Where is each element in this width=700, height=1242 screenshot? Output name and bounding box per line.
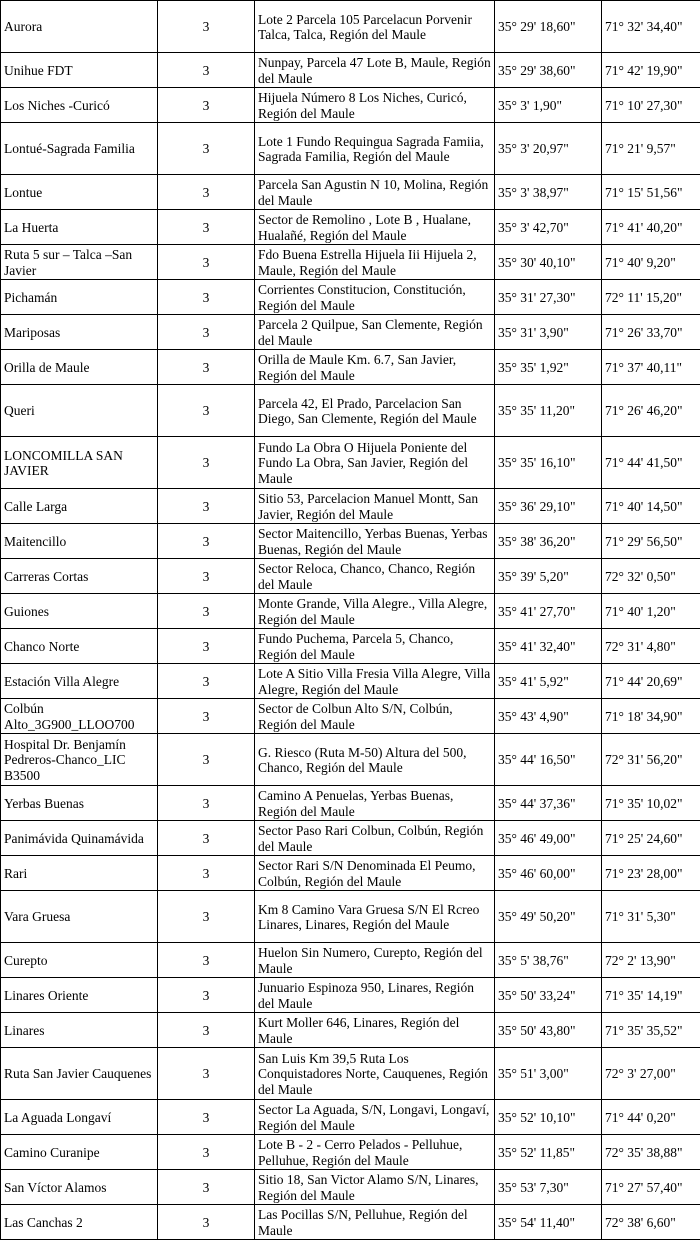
- address-cell: Sector Rari S/N Denominada El Peumo, Colbún, Región del Maule: [255, 856, 495, 891]
- address-cell: Sector de Colbun Alto S/N, Colbún, Región del Maule: [255, 699, 495, 734]
- count-cell: 3: [158, 437, 255, 489]
- site-name-cell: Ruta 5 sur – Talca –San Javier: [1, 245, 158, 280]
- latitude-cell: 35° 5' 38,76": [495, 943, 602, 978]
- address-cell: Fundo La Obra O Hijuela Poniente del Fundo La Obra, San Javier, Región del Maule: [255, 437, 495, 489]
- latitude-cell: 35° 54' 11,40": [495, 1205, 602, 1240]
- site-name-cell: San Víctor Alamos: [1, 1170, 158, 1205]
- longitude-cell: 71° 21' 9,57": [602, 123, 700, 175]
- site-name-cell: Los Niches -Curicó: [1, 88, 158, 123]
- count-cell: 3: [158, 786, 255, 821]
- table-row: [1, 175, 700, 210]
- longitude-cell: 71° 35' 10,02": [602, 786, 700, 821]
- longitude-cell: 71° 26' 46,20": [602, 385, 700, 437]
- site-name-cell: Vara Gruesa: [1, 891, 158, 943]
- latitude-cell: 35° 3' 38,97": [495, 175, 602, 210]
- site-name-cell: Lontue: [1, 175, 158, 210]
- count-cell: 3: [158, 891, 255, 943]
- longitude-cell: 72° 11' 15,20": [602, 280, 700, 315]
- table-row: [1, 734, 700, 786]
- address-cell: Hijuela Número 8 Los Niches, Curicó, Región del Maule: [255, 88, 495, 123]
- longitude-cell: 71° 44' 20,69": [602, 664, 700, 699]
- address-cell: Sector de Remolino , Lote B , Hualane, Hualañé, Región del Maule: [255, 210, 495, 245]
- site-name-cell: Rari: [1, 856, 158, 891]
- latitude-cell: 35° 29' 38,60": [495, 53, 602, 88]
- latitude-cell: 35° 39' 5,20": [495, 559, 602, 594]
- longitude-cell: 71° 44' 0,20": [602, 1100, 700, 1135]
- count-cell: 3: [158, 1205, 255, 1240]
- address-cell: Sector Reloca, Chanco, Chanco, Región del Maule: [255, 559, 495, 594]
- address-cell: San Luis Km 39,5 Ruta Los Conquistadores Norte, Cauquenes, Región del Maule: [255, 1048, 495, 1100]
- table-row: [1, 123, 700, 175]
- table-row: [1, 1100, 700, 1135]
- latitude-cell: 35° 53' 7,30": [495, 1170, 602, 1205]
- count-cell: 3: [158, 821, 255, 856]
- address-cell: Corrientes Constitucion, Constitución, Región del Maule: [255, 280, 495, 315]
- site-name-cell: Queri: [1, 385, 158, 437]
- table-row: [1, 943, 700, 978]
- table-row: [1, 385, 700, 437]
- table-row: [1, 1013, 700, 1048]
- site-name-cell: Orilla de Maule: [1, 350, 158, 385]
- sites-table-body: [1, 1, 700, 1240]
- longitude-cell: 71° 26' 33,70": [602, 315, 700, 350]
- latitude-cell: 35° 50' 33,24": [495, 978, 602, 1013]
- table-row: [1, 210, 700, 245]
- address-cell: Fdo Buena Estrella Hijuela Iii Hijuela 2, Maule, Región del Maule: [255, 245, 495, 280]
- latitude-cell: 35° 44' 16,50": [495, 734, 602, 786]
- address-cell: Junuario Espinoza 950, Linares, Región del Maule: [255, 978, 495, 1013]
- site-name-cell: Maitencillo: [1, 524, 158, 559]
- table-row: [1, 699, 700, 734]
- count-cell: 3: [158, 385, 255, 437]
- count-cell: 3: [158, 1048, 255, 1100]
- site-name-cell: Camino Curanipe: [1, 1135, 158, 1170]
- address-cell: Parcela San Agustin N 10, Molina, Región del Maule: [255, 175, 495, 210]
- address-cell: Monte Grande, Villa Alegre., Villa Alegre, Región del Maule: [255, 594, 495, 629]
- longitude-cell: 72° 35' 38,88": [602, 1135, 700, 1170]
- site-name-cell: Carreras Cortas: [1, 559, 158, 594]
- latitude-cell: 35° 46' 49,00": [495, 821, 602, 856]
- count-cell: 3: [158, 1170, 255, 1205]
- table-row: [1, 1048, 700, 1100]
- count-cell: 3: [158, 664, 255, 699]
- count-cell: 3: [158, 489, 255, 524]
- latitude-cell: 35° 41' 5,92": [495, 664, 602, 699]
- address-cell: Nunpay, Parcela 47 Lote B, Maule, Región del Maule: [255, 53, 495, 88]
- count-cell: 3: [158, 88, 255, 123]
- count-cell: 3: [158, 123, 255, 175]
- latitude-cell: 35° 31' 27,30": [495, 280, 602, 315]
- table-row: [1, 437, 700, 489]
- address-cell: Huelon Sin Numero, Curepto, Región del Maule: [255, 943, 495, 978]
- count-cell: 3: [158, 594, 255, 629]
- address-cell: Sector Maitencillo, Yerbas Buenas, Yerbas Buenas, Región del Maule: [255, 524, 495, 559]
- longitude-cell: 71° 40' 14,50": [602, 489, 700, 524]
- latitude-cell: 35° 30' 40,10": [495, 245, 602, 280]
- table-row: [1, 821, 700, 856]
- longitude-cell: 72° 38' 6,60": [602, 1205, 700, 1240]
- site-name-cell: Linares Oriente: [1, 978, 158, 1013]
- address-cell: Sector Paso Rari Colbun, Colbún, Región del Maule: [255, 821, 495, 856]
- latitude-cell: 35° 46' 60,00": [495, 856, 602, 891]
- address-cell: Parcela 42, El Prado, Parcelacion San Diego, San Clemente, Región del Maule: [255, 385, 495, 437]
- site-name-cell: LONCOMILLA SAN JAVIER: [1, 437, 158, 489]
- count-cell: 3: [158, 210, 255, 245]
- longitude-cell: 71° 23' 28,00": [602, 856, 700, 891]
- count-cell: 3: [158, 734, 255, 786]
- site-name-cell: Guiones: [1, 594, 158, 629]
- longitude-cell: 72° 2' 13,90": [602, 943, 700, 978]
- latitude-cell: 35° 29' 18,60": [495, 1, 602, 53]
- table-row: [1, 664, 700, 699]
- latitude-cell: 35° 41' 32,40": [495, 629, 602, 664]
- longitude-cell: 71° 25' 24,60": [602, 821, 700, 856]
- site-name-cell: Pichamán: [1, 280, 158, 315]
- longitude-cell: 71° 40' 9,20": [602, 245, 700, 280]
- table-row: [1, 350, 700, 385]
- longitude-cell: 71° 40' 1,20": [602, 594, 700, 629]
- count-cell: 3: [158, 699, 255, 734]
- count-cell: 3: [158, 629, 255, 664]
- table-row: [1, 1170, 700, 1205]
- longitude-cell: 72° 31' 4,80": [602, 629, 700, 664]
- site-name-cell: La Aguada Longaví: [1, 1100, 158, 1135]
- address-cell: Lote 1 Fundo Requingua Sagrada Famiia, Sagrada Familia, Región del Maule: [255, 123, 495, 175]
- count-cell: 3: [158, 559, 255, 594]
- table-row: [1, 53, 700, 88]
- count-cell: 3: [158, 1, 255, 53]
- longitude-cell: 71° 31' 5,30": [602, 891, 700, 943]
- latitude-cell: 35° 43' 4,90": [495, 699, 602, 734]
- table-row: [1, 524, 700, 559]
- latitude-cell: 35° 52' 11,85": [495, 1135, 602, 1170]
- table-row: [1, 245, 700, 280]
- latitude-cell: 35° 3' 42,70": [495, 210, 602, 245]
- latitude-cell: 35° 35' 16,10": [495, 437, 602, 489]
- table-row: [1, 594, 700, 629]
- table-row: [1, 978, 700, 1013]
- latitude-cell: 35° 35' 11,20": [495, 385, 602, 437]
- table-row: [1, 280, 700, 315]
- longitude-cell: 71° 10' 27,30": [602, 88, 700, 123]
- address-cell: Camino A Penuelas, Yerbas Buenas, Región del Maule: [255, 786, 495, 821]
- address-cell: Las Pocillas S/N, Pelluhue, Región del Maule: [255, 1205, 495, 1240]
- table-row: [1, 559, 700, 594]
- site-name-cell: Yerbas Buenas: [1, 786, 158, 821]
- longitude-cell: 71° 42' 19,90": [602, 53, 700, 88]
- address-cell: Kurt Moller 646, Linares, Región del Maule: [255, 1013, 495, 1048]
- latitude-cell: 35° 36' 29,10": [495, 489, 602, 524]
- latitude-cell: 35° 31' 3,90": [495, 315, 602, 350]
- longitude-cell: 72° 32' 0,50": [602, 559, 700, 594]
- latitude-cell: 35° 49' 50,20": [495, 891, 602, 943]
- latitude-cell: 35° 51' 3,00": [495, 1048, 602, 1100]
- latitude-cell: 35° 35' 1,92": [495, 350, 602, 385]
- longitude-cell: 72° 31' 56,20": [602, 734, 700, 786]
- count-cell: 3: [158, 280, 255, 315]
- count-cell: 3: [158, 53, 255, 88]
- count-cell: 3: [158, 1013, 255, 1048]
- table-row: [1, 489, 700, 524]
- table-row: [1, 891, 700, 943]
- address-cell: Parcela 2 Quilpue, San Clemente, Región del Maule: [255, 315, 495, 350]
- address-cell: Lote A Sitio Villa Fresia Villa Alegre, Villa Alegre, Región del Maule: [255, 664, 495, 699]
- latitude-cell: 35° 41' 27,70": [495, 594, 602, 629]
- table-row: [1, 786, 700, 821]
- count-cell: 3: [158, 1135, 255, 1170]
- longitude-cell: 71° 27' 57,40": [602, 1170, 700, 1205]
- site-name-cell: Curepto: [1, 943, 158, 978]
- address-cell: Km 8 Camino Vara Gruesa S/N El Rcreo Linares, Linares, Región del Maule: [255, 891, 495, 943]
- longitude-cell: 71° 32' 34,40": [602, 1, 700, 53]
- site-name-cell: Ruta San Javier Cauquenes: [1, 1048, 158, 1100]
- latitude-cell: 35° 52' 10,10": [495, 1100, 602, 1135]
- address-cell: Sector La Aguada, S/N, Longavi, Longaví, Región del Maule: [255, 1100, 495, 1135]
- count-cell: 3: [158, 245, 255, 280]
- longitude-cell: 71° 41' 40,20": [602, 210, 700, 245]
- site-name-cell: Panimávida Quinamávida: [1, 821, 158, 856]
- site-name-cell: Unihue FDT: [1, 53, 158, 88]
- latitude-cell: 35° 38' 36,20": [495, 524, 602, 559]
- table-row: [1, 1, 700, 53]
- latitude-cell: 35° 44' 37,36": [495, 786, 602, 821]
- count-cell: 3: [158, 350, 255, 385]
- address-cell: Lote 2 Parcela 105 Parcelacun Porvenir Talca, Talca, Región del Maule: [255, 1, 495, 53]
- count-cell: 3: [158, 175, 255, 210]
- longitude-cell: 72° 3' 27,00": [602, 1048, 700, 1100]
- table-row: [1, 88, 700, 123]
- count-cell: 3: [158, 856, 255, 891]
- longitude-cell: 71° 35' 14,19": [602, 978, 700, 1013]
- count-cell: 3: [158, 315, 255, 350]
- site-name-cell: Hospital Dr. Benjamín Pedreros-Chanco_LIC B3500: [1, 734, 158, 786]
- table-row: [1, 856, 700, 891]
- site-name-cell: Estación Villa Alegre: [1, 664, 158, 699]
- count-cell: 3: [158, 943, 255, 978]
- address-cell: Sitio 18, San Victor Alamo S/N, Linares, Región del Maule: [255, 1170, 495, 1205]
- site-name-cell: La Huerta: [1, 210, 158, 245]
- table-row: [1, 1205, 700, 1240]
- address-cell: Sitio 53, Parcelacion Manuel Montt, San Javier, Región del Maule: [255, 489, 495, 524]
- latitude-cell: 35° 3' 20,97": [495, 123, 602, 175]
- table-row: [1, 315, 700, 350]
- count-cell: 3: [158, 524, 255, 559]
- address-cell: Fundo Puchema, Parcela 5, Chanco, Región del Maule: [255, 629, 495, 664]
- longitude-cell: 71° 18' 34,90": [602, 699, 700, 734]
- address-cell: Orilla de Maule Km. 6.7, San Javier, Región del Maule: [255, 350, 495, 385]
- longitude-cell: 71° 35' 35,52": [602, 1013, 700, 1048]
- site-name-cell: Las Canchas 2: [1, 1205, 158, 1240]
- longitude-cell: 71° 37' 40,11": [602, 350, 700, 385]
- site-name-cell: Calle Larga: [1, 489, 158, 524]
- table-row: [1, 629, 700, 664]
- table-row: [1, 1135, 700, 1170]
- site-name-cell: Lontué-Sagrada Familia: [1, 123, 158, 175]
- latitude-cell: 35° 3' 1,90": [495, 88, 602, 123]
- site-name-cell: Linares: [1, 1013, 158, 1048]
- longitude-cell: 71° 29' 56,50": [602, 524, 700, 559]
- site-name-cell: Chanco Norte: [1, 629, 158, 664]
- address-cell: Lote B - 2 - Cerro Pelados - Pelluhue, Pelluhue, Región del Maule: [255, 1135, 495, 1170]
- latitude-cell: 35° 50' 43,80": [495, 1013, 602, 1048]
- count-cell: 3: [158, 1100, 255, 1135]
- site-name-cell: Mariposas: [1, 315, 158, 350]
- count-cell: 3: [158, 978, 255, 1013]
- longitude-cell: 71° 44' 41,50": [602, 437, 700, 489]
- site-name-cell: Colbún Alto_3G900_LLOO700: [1, 699, 158, 734]
- address-cell: G. Riesco (Ruta M-50) Altura del 500, Chanco, Región del Maule: [255, 734, 495, 786]
- site-name-cell: Aurora: [1, 1, 158, 53]
- longitude-cell: 71° 15' 51,56": [602, 175, 700, 210]
